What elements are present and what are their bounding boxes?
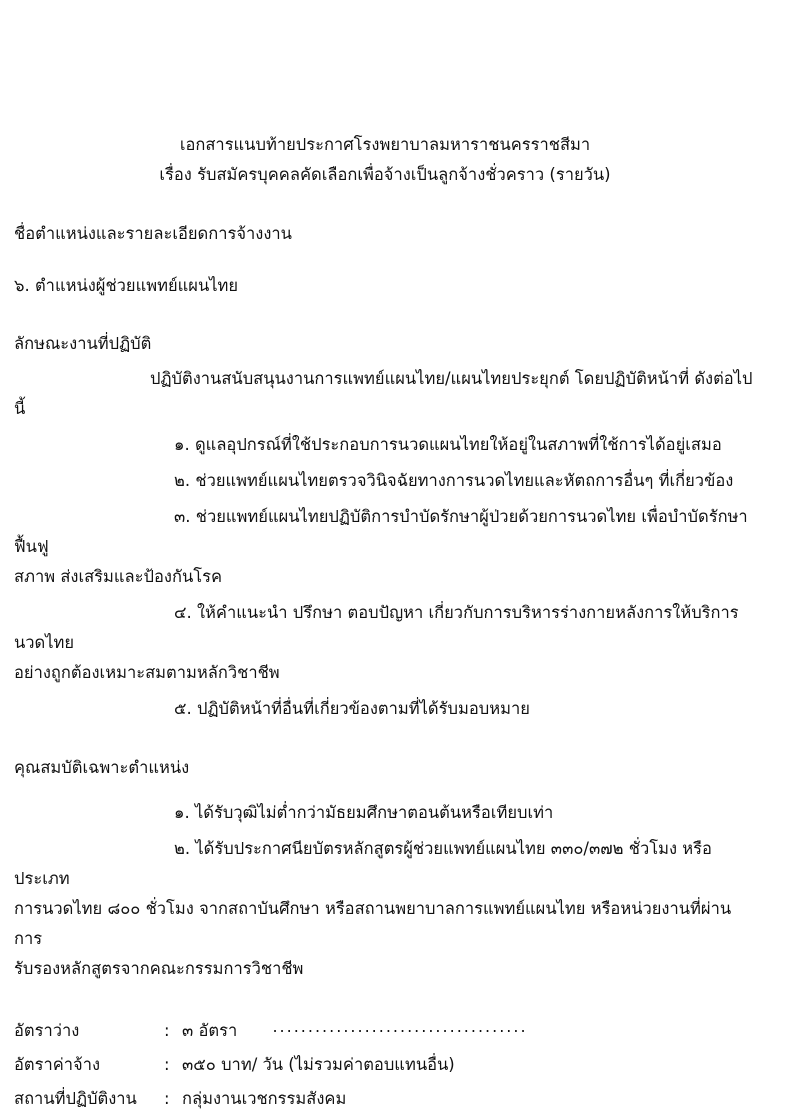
footer-separator: .................................... xyxy=(272,1017,528,1036)
duty-item: ๓. ช่วยแพทย์แผนไทยปฏิบัติการบำบัดรักษาผู้ป่วยด้วยการนวดไทย เพื่อบำบัดรักษา ฟื้นฟู xyxy=(14,507,748,556)
duty-item-continuation: อย่างถูกต้องเหมาะสมตามหลักวิชาชีพ xyxy=(14,663,280,682)
qualification-item-continuation: รับรองหลักสูตรจากคณะกรรมการวิชาชีพ xyxy=(14,959,304,978)
detail-label: อัตราว่าง xyxy=(14,1021,80,1040)
duty-item: ๔. ให้คำแนะนำ ปรึกษา ตอบปัญหา เกี่ยวกับการบริหารร่างกายหลังการให้บริการนวดไทย xyxy=(14,603,739,652)
duty-item: ๑. ดูแลอุปกรณ์ที่ใช้ประกอบการนวดแผนไทยให้อยู่ในสภาพที่ใช้การได้อยู่เสมอ xyxy=(174,435,722,454)
detail-label: อัตราค่าจ้าง xyxy=(14,1055,101,1074)
table-row xyxy=(14,1082,455,1116)
heading-line-1: เอกสารแนบท้ายประกาศโรงพยาบาลมหาราชนครราชสีมา xyxy=(179,135,591,154)
qualification-item: ๒. ได้รับประกาศนียบัตรหลักสูตรผู้ช่วยแพทย์แผนไทย ๓๓๐/๓๗๒ ชั่วโมง หรือประเภท xyxy=(14,839,712,888)
detail-value: ๓๕๐ บาท/ วัน (ไม่รวมค่าตอบแทนอื่น) xyxy=(182,1055,455,1074)
detail-colon: : xyxy=(164,1021,170,1040)
duty-item: ๒. ช่วยแพทย์แผนไทยตรวจวินิจฉัยทางการนวดไทยและหัตถการอื่นๆ ที่เกี่ยวข้อง xyxy=(174,471,734,490)
section-title-qualifications: คุณสมบัติเฉพาะตำแหน่ง xyxy=(14,758,190,777)
table-row xyxy=(14,1048,455,1082)
document-heading xyxy=(14,130,756,190)
duty-item-continuation: สภาพ ส่งเสริมและป้องกันโรค xyxy=(14,567,222,586)
detail-label: สถานที่ปฏิบัติงาน xyxy=(14,1089,137,1108)
detail-value: กลุ่มงานเวชกรรมสังคม xyxy=(182,1089,347,1108)
detail-value: ๓ อัตรา xyxy=(182,1021,238,1040)
detail-colon: : xyxy=(164,1055,170,1074)
section-title-duties: ลักษณะงานที่ปฏิบัติ xyxy=(14,334,152,353)
duties-intro: ปฏิบัติงานสนับสนุนงานการแพทย์แผนไทย/แผนไทยประยุกต์ โดยปฏิบัติหน้าที่ ดังต่อไปนี้ xyxy=(14,369,753,418)
position-title: ๖. ตำแหน่งผู้ช่วยแพทย์แผนไทย xyxy=(14,276,239,295)
heading-line-2: เรื่อง รับสมัครบุคคลคัดเลือกเพื่อจ้างเป็นลูกจ้างชั่วคราว (รายวัน) xyxy=(159,165,611,184)
qualification-item-continuation: การนวดไทย ๘๐๐ ชั่วโมง จากสถาบันศึกษา หรือสถานพยาบาลการแพทย์แผนไทย หรือหน่วยงานที่ผ่านการ xyxy=(14,899,732,948)
qualification-item: ๑. ได้รับวุฒิไม่ต่ำกว่ามัธยมศึกษาตอนต้นหรือเทียบเท่า xyxy=(174,803,554,822)
duty-item: ๕. ปฏิบัติหน้าที่อื่นที่เกี่ยวข้องตามที่ได้รับมอบหมาย xyxy=(174,699,530,718)
detail-colon: : xyxy=(164,1089,170,1108)
section-title-job-details: ชื่อตำแหน่งและรายละเอียดการจ้างงาน xyxy=(14,224,292,243)
